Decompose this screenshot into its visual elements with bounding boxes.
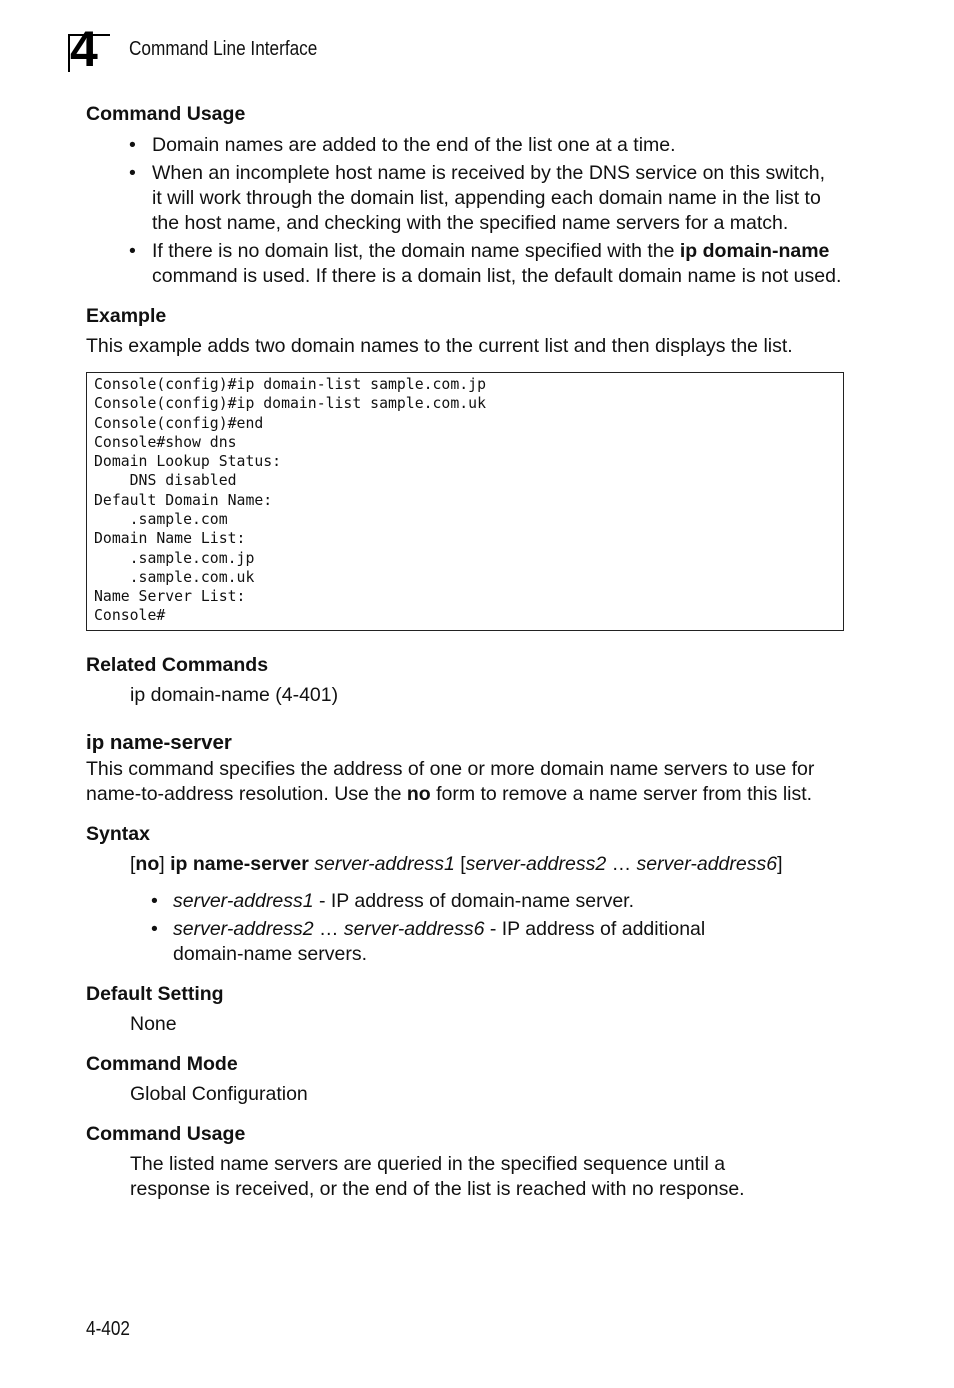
syntax-arg-6: server-address6	[636, 853, 778, 875]
usage-bullet-1: Domain names are added to the end of the list one at a time.	[152, 134, 676, 156]
code-line: Name Server List:	[94, 588, 246, 605]
example-heading: Example	[86, 305, 167, 327]
page-number: 4-402	[86, 1318, 130, 1340]
related-command-link: ip domain-name (4-401)	[130, 684, 339, 706]
usage-bullet-3-line-2: command is used. If there is a domain list, the default domain name is not used.	[152, 265, 842, 287]
bullet-marker: •	[151, 890, 158, 912]
syntax-bracket: ]	[159, 853, 171, 875]
running-title: Command Line Interface	[129, 38, 318, 60]
related-commands-heading: Related Commands	[86, 654, 269, 676]
bullet-marker: •	[129, 240, 136, 262]
command-usage-line-2: response is received, or the end of the list is reached with no response.	[130, 1178, 745, 1200]
syntax-line	[130, 853, 783, 876]
usage-bullet-2-line-1: When an incomplete host name is received by the DNS service on this switch,	[152, 162, 826, 184]
command-mode-heading: Command Mode	[86, 1053, 238, 1075]
code-line: Console(config)#ip domain-list sample.com.uk	[94, 395, 486, 412]
command-usage-heading-2: Command Usage	[86, 1123, 246, 1145]
usage-bullet-3-text: If there is no domain list, the domain name specified with the	[152, 240, 680, 262]
syntax-heading: Syntax	[86, 823, 150, 845]
code-line: DNS disabled	[94, 472, 237, 489]
syntax-bracket: [	[454, 853, 466, 875]
command-mode-value: Global Configuration	[130, 1083, 308, 1105]
default-setting-heading: Default Setting	[86, 983, 224, 1005]
no-keyword: no	[406, 783, 431, 805]
usage-bullet-3-line-1	[152, 240, 829, 263]
section-description-line-2	[86, 783, 812, 806]
param-2-desc: - IP address of additional	[484, 918, 706, 940]
param-1-name: server-address1	[173, 890, 314, 912]
description-text: name-to-address resolution. Use the	[86, 783, 407, 805]
chapter-number: 4	[70, 21, 98, 77]
code-line: Console#show dns	[94, 434, 237, 451]
syntax-ellipsis: …	[606, 853, 637, 875]
code-line: Domain Lookup Status:	[94, 453, 282, 470]
code-line: Console(config)#end	[94, 415, 264, 432]
code-line: .sample.com.jp	[94, 550, 255, 567]
param-2	[173, 918, 705, 941]
code-line: .sample.com.uk	[94, 569, 255, 586]
default-setting-value: None	[130, 1013, 177, 1035]
param-1-desc: - IP address of domain-name server.	[313, 890, 635, 912]
command-usage-heading: Command Usage	[86, 103, 246, 125]
param-1	[173, 890, 634, 913]
syntax-bracket: [	[130, 853, 136, 875]
param-2-name: server-address2	[173, 918, 314, 940]
code-line: Domain Name List:	[94, 530, 246, 547]
description-text: form to remove a name server from this list.	[430, 783, 813, 805]
usage-bullet-2-line-3: the host name, and checking with the specified name servers for a match.	[152, 212, 789, 234]
syntax-arg-2: server-address2	[465, 853, 607, 875]
param-2-ellipsis: …	[313, 918, 344, 940]
section-title: ip name-server	[86, 731, 232, 754]
section-description-line-1: This command specifies the address of one or more domain name servers to use for	[86, 758, 815, 780]
code-line: .sample.com	[94, 511, 228, 528]
syntax-no: no	[135, 853, 160, 875]
bullet-marker: •	[129, 134, 136, 156]
bullet-marker: •	[151, 918, 158, 940]
code-line: Console(config)#ip domain-list sample.com.jp	[94, 376, 486, 393]
usage-bullet-2-line-2: it will work through the domain list, appending each domain name in the list to	[152, 187, 821, 209]
example-description: This example adds two domain names to the current list and then displays the list.	[86, 335, 793, 357]
syntax-command: ip name-server	[170, 853, 309, 875]
bullet-marker: •	[129, 162, 136, 184]
command-usage-line-1: The listed name servers are queried in the specified sequence until a	[130, 1153, 726, 1175]
syntax-arg-1: server-address1	[308, 853, 455, 875]
param-2-line-2: domain-name servers.	[173, 943, 367, 965]
ip-domain-name-keyword: ip domain-name	[679, 240, 830, 262]
code-line: Default Domain Name:	[94, 492, 273, 509]
syntax-bracket: ]	[777, 853, 783, 875]
param-6-name: server-address6	[343, 918, 485, 940]
code-line: Console#	[94, 607, 166, 624]
